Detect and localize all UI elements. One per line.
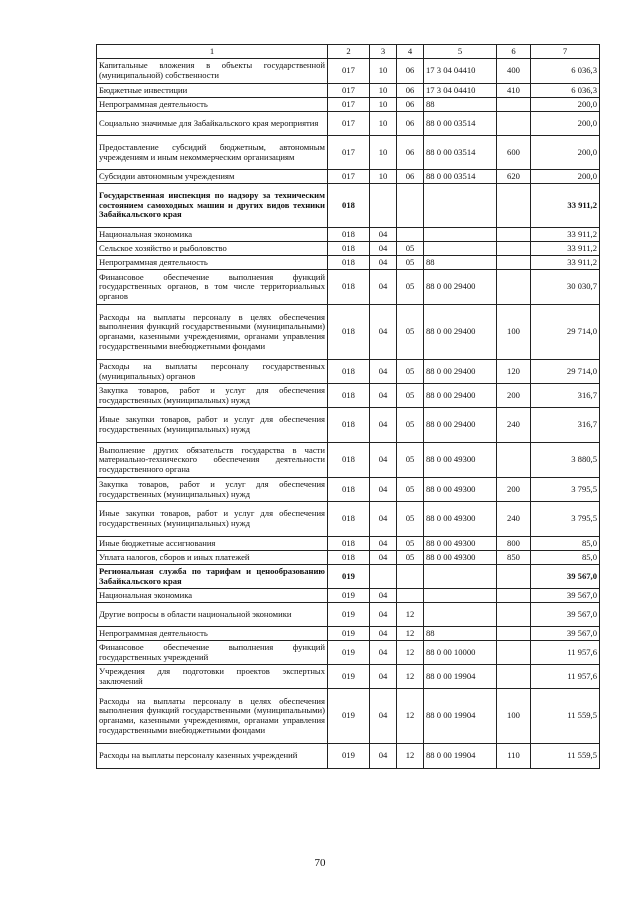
code-subsection: 12 — [397, 689, 424, 744]
code-subsection — [397, 565, 424, 589]
code-subsection: 12 — [397, 641, 424, 665]
code-expense-type: 850 — [497, 551, 531, 565]
code-ministry: 018 — [328, 408, 370, 443]
amount: 200,0 — [531, 170, 600, 184]
amount: 33 911,2 — [531, 242, 600, 256]
code-target-item: 88 0 00 49300 — [424, 551, 497, 565]
code-section — [370, 565, 397, 589]
row-label: Субсидии автономным учреждениям — [97, 170, 328, 184]
code-section: 04 — [370, 256, 397, 270]
code-section: 04 — [370, 408, 397, 443]
code-expense-type: 400 — [497, 59, 531, 84]
code-section: 04 — [370, 384, 397, 408]
code-ministry: 019 — [328, 689, 370, 744]
code-subsection: 05 — [397, 242, 424, 256]
code-expense-type — [497, 641, 531, 665]
code-section: 10 — [370, 112, 397, 136]
table-row — [97, 744, 600, 769]
table-row — [97, 98, 600, 112]
header-cell: 4 — [397, 45, 424, 59]
code-ministry: 019 — [328, 641, 370, 665]
row-label: Сельское хозяйство и рыболовство — [97, 242, 328, 256]
code-section: 04 — [370, 305, 397, 360]
amount: 3 795,5 — [531, 478, 600, 502]
code-section: 10 — [370, 136, 397, 170]
code-section: 10 — [370, 84, 397, 98]
code-expense-type — [497, 565, 531, 589]
code-ministry: 018 — [328, 502, 370, 537]
table-row — [97, 478, 600, 502]
code-section: 04 — [370, 603, 397, 627]
amount: 29 714,0 — [531, 360, 600, 384]
code-target-item — [424, 242, 497, 256]
row-label: Расходы на выплаты персоналу в целях обеспечения выполнения функций государственными (муниципальными) органами, казенными учреждениями, органами управления государственными внебюджетными фондами — [97, 689, 328, 744]
code-target-item: 88 0 00 03514 — [424, 136, 497, 170]
row-label: Непрограммная деятельность — [97, 627, 328, 641]
amount: 316,7 — [531, 384, 600, 408]
row-label: Выполнение других обязательств государства в части материально-технического обеспечения деятельности государственного органа — [97, 443, 328, 478]
table-row — [97, 502, 600, 537]
row-label: Расходы на выплаты персоналу казенных учреждений — [97, 744, 328, 769]
code-section: 04 — [370, 551, 397, 565]
table-row — [97, 551, 600, 565]
code-ministry: 018 — [328, 228, 370, 242]
code-expense-type — [497, 228, 531, 242]
amount: 39 567,0 — [531, 603, 600, 627]
amount: 11 957,6 — [531, 641, 600, 665]
code-target-item: 88 — [424, 256, 497, 270]
row-label: Иные закупки товаров, работ и услуг для обеспечения государственных (муниципальных) нужд — [97, 502, 328, 537]
amount: 200,0 — [531, 98, 600, 112]
amount: 39 567,0 — [531, 565, 600, 589]
code-ministry: 018 — [328, 551, 370, 565]
header-cell: 2 — [328, 45, 370, 59]
table-row — [97, 136, 600, 170]
code-subsection: 06 — [397, 170, 424, 184]
code-target-item: 88 0 00 19904 — [424, 689, 497, 744]
code-section: 10 — [370, 170, 397, 184]
code-target-item: 88 0 00 03514 — [424, 170, 497, 184]
code-expense-type — [497, 98, 531, 112]
table-row — [97, 242, 600, 256]
code-section: 04 — [370, 537, 397, 551]
row-label: Финансовое обеспечение выполнения функций государственных учреждений — [97, 641, 328, 665]
code-ministry: 019 — [328, 603, 370, 627]
code-ministry: 018 — [328, 184, 370, 228]
code-expense-type: 200 — [497, 384, 531, 408]
code-target-item: 88 0 00 29400 — [424, 360, 497, 384]
amount: 316,7 — [531, 408, 600, 443]
code-ministry: 018 — [328, 242, 370, 256]
code-section: 04 — [370, 627, 397, 641]
code-ministry: 017 — [328, 59, 370, 84]
code-ministry: 019 — [328, 589, 370, 603]
code-expense-type: 100 — [497, 305, 531, 360]
table-row — [97, 112, 600, 136]
amount: 39 567,0 — [531, 589, 600, 603]
code-expense-type — [497, 270, 531, 305]
amount: 6 036,3 — [531, 84, 600, 98]
code-target-item: 88 0 00 29400 — [424, 408, 497, 443]
amount: 30 030,7 — [531, 270, 600, 305]
code-expense-type — [497, 112, 531, 136]
code-section: 04 — [370, 589, 397, 603]
code-ministry: 018 — [328, 305, 370, 360]
code-subsection: 05 — [397, 537, 424, 551]
code-subsection: 05 — [397, 384, 424, 408]
amount: 11 957,6 — [531, 665, 600, 689]
code-ministry: 019 — [328, 665, 370, 689]
code-target-item: 88 — [424, 98, 497, 112]
code-ministry: 017 — [328, 112, 370, 136]
code-target-item: 88 0 00 49300 — [424, 478, 497, 502]
row-label: Другие вопросы в области национальной экономики — [97, 603, 328, 627]
code-section: 04 — [370, 502, 397, 537]
table-row — [97, 537, 600, 551]
header-cell: 7 — [531, 45, 600, 59]
code-target-item: 88 0 00 49300 — [424, 502, 497, 537]
row-label: Региональная служба по тарифам и ценообразованию Забайкальского края — [97, 565, 328, 589]
code-subsection: 05 — [397, 443, 424, 478]
code-subsection: 05 — [397, 478, 424, 502]
code-subsection: 05 — [397, 502, 424, 537]
code-section: 04 — [370, 360, 397, 384]
code-expense-type — [497, 184, 531, 228]
table-row — [97, 384, 600, 408]
code-ministry: 017 — [328, 170, 370, 184]
code-ministry: 018 — [328, 270, 370, 305]
code-subsection: 06 — [397, 98, 424, 112]
code-subsection: 05 — [397, 408, 424, 443]
code-section: 04 — [370, 443, 397, 478]
row-label: Расходы на выплаты персоналу государственных (муниципальных) органов — [97, 360, 328, 384]
code-target-item — [424, 565, 497, 589]
row-label: Капитальные вложения в объекты государственной (муниципальной) собственности — [97, 59, 328, 84]
table-row — [97, 84, 600, 98]
code-target-item — [424, 228, 497, 242]
code-subsection: 06 — [397, 112, 424, 136]
page-number: 70 — [314, 857, 326, 869]
code-subsection: 12 — [397, 627, 424, 641]
code-target-item: 88 0 00 19904 — [424, 665, 497, 689]
code-ministry: 018 — [328, 537, 370, 551]
code-section: 04 — [370, 641, 397, 665]
code-expense-type: 200 — [497, 478, 531, 502]
code-ministry: 019 — [328, 744, 370, 769]
code-subsection: 12 — [397, 665, 424, 689]
table-row — [97, 170, 600, 184]
table-row — [97, 665, 600, 689]
code-ministry: 017 — [328, 136, 370, 170]
code-target-item — [424, 589, 497, 603]
code-target-item: 88 — [424, 627, 497, 641]
code-subsection: 05 — [397, 270, 424, 305]
row-label: Иные закупки товаров, работ и услуг для обеспечения государственных (муниципальных) нужд — [97, 408, 328, 443]
header-cell: 3 — [370, 45, 397, 59]
row-label: Финансовое обеспечение выполнения функций государственных органов, в том числе территориальных органов — [97, 270, 328, 305]
row-label: Непрограммная деятельность — [97, 256, 328, 270]
code-ministry: 019 — [328, 565, 370, 589]
code-section: 04 — [370, 689, 397, 744]
code-section: 04 — [370, 228, 397, 242]
code-target-item: 17 3 04 04410 — [424, 59, 497, 84]
code-target-item: 88 0 00 29400 — [424, 305, 497, 360]
amount: 39 567,0 — [531, 627, 600, 641]
row-label: Государственная инспекция по надзору за техническим состоянием самоходных машин и других видов техники Забайкальского края — [97, 184, 328, 228]
code-subsection: 05 — [397, 360, 424, 384]
amount: 33 911,2 — [531, 228, 600, 242]
row-label: Бюджетные инвестиции — [97, 84, 328, 98]
row-label: Расходы на выплаты персоналу в целях обеспечения выполнения функций государственными (муниципальными) органами, казенными учреждениями, органами управления государственными внебюджетными фондами — [97, 305, 328, 360]
table-row — [97, 184, 600, 228]
code-ministry: 018 — [328, 360, 370, 384]
amount: 200,0 — [531, 112, 600, 136]
code-subsection: 06 — [397, 136, 424, 170]
row-label: Закупка товаров, работ и услуг для обеспечения государственных (муниципальных) нужд — [97, 384, 328, 408]
row-label: Закупка товаров, работ и услуг для обеспечения государственных (муниципальных) нужд — [97, 478, 328, 502]
code-ministry: 018 — [328, 256, 370, 270]
code-target-item: 88 0 00 49300 — [424, 537, 497, 551]
code-subsection — [397, 589, 424, 603]
code-target-item: 88 0 00 19904 — [424, 744, 497, 769]
code-target-item: 88 0 00 10000 — [424, 641, 497, 665]
code-section: 04 — [370, 242, 397, 256]
code-target-item: 88 0 00 29400 — [424, 384, 497, 408]
amount: 33 911,2 — [531, 256, 600, 270]
code-target-item — [424, 603, 497, 627]
row-label: Иные бюджетные ассигнования — [97, 537, 328, 551]
code-expense-type: 120 — [497, 360, 531, 384]
row-label: Национальная экономика — [97, 228, 328, 242]
row-label: Национальная экономика — [97, 589, 328, 603]
row-label: Учреждения для подготовки проектов экспертных заключений — [97, 665, 328, 689]
code-section: 04 — [370, 744, 397, 769]
code-section: 10 — [370, 98, 397, 112]
code-ministry: 019 — [328, 627, 370, 641]
header-row — [97, 45, 600, 59]
code-ministry: 017 — [328, 84, 370, 98]
code-subsection: 05 — [397, 305, 424, 360]
header-cell: 5 — [424, 45, 497, 59]
amount: 11 559,5 — [531, 744, 600, 769]
code-expense-type — [497, 589, 531, 603]
code-expense-type — [497, 242, 531, 256]
amount: 29 714,0 — [531, 305, 600, 360]
code-subsection — [397, 228, 424, 242]
code-section: 10 — [370, 59, 397, 84]
code-subsection: 06 — [397, 59, 424, 84]
table-row — [97, 627, 600, 641]
code-expense-type — [497, 256, 531, 270]
code-section: 04 — [370, 665, 397, 689]
amount: 33 911,2 — [531, 184, 600, 228]
table-row — [97, 408, 600, 443]
code-expense-type — [497, 627, 531, 641]
amount: 3 880,5 — [531, 443, 600, 478]
code-subsection: 05 — [397, 256, 424, 270]
code-expense-type — [497, 603, 531, 627]
row-label: Социально значимые для Забайкальского края мероприятия — [97, 112, 328, 136]
code-expense-type: 620 — [497, 170, 531, 184]
code-target-item: 88 0 00 03514 — [424, 112, 497, 136]
code-expense-type: 110 — [497, 744, 531, 769]
code-subsection — [397, 184, 424, 228]
row-label: Предоставление субсидий бюджетным, автономным учреждениям и иным некоммерческим организациям — [97, 136, 328, 170]
table-row — [97, 228, 600, 242]
amount: 85,0 — [531, 537, 600, 551]
code-expense-type: 240 — [497, 502, 531, 537]
code-target-item — [424, 184, 497, 228]
table-row — [97, 641, 600, 665]
code-section — [370, 184, 397, 228]
code-ministry: 018 — [328, 478, 370, 502]
amount: 85,0 — [531, 551, 600, 565]
code-section: 04 — [370, 478, 397, 502]
code-target-item: 88 0 00 49300 — [424, 443, 497, 478]
code-subsection: 12 — [397, 744, 424, 769]
code-expense-type: 600 — [497, 136, 531, 170]
table-row — [97, 443, 600, 478]
code-expense-type: 240 — [497, 408, 531, 443]
code-subsection: 12 — [397, 603, 424, 627]
row-label: Непрограммная деятельность — [97, 98, 328, 112]
code-target-item: 88 0 00 29400 — [424, 270, 497, 305]
table-row — [97, 59, 600, 84]
table-row — [97, 689, 600, 744]
table-row — [97, 565, 600, 589]
amount: 6 036,3 — [531, 59, 600, 84]
budget-table — [96, 44, 600, 769]
table-row — [97, 360, 600, 384]
row-label: Уплата налогов, сборов и иных платежей — [97, 551, 328, 565]
code-expense-type: 800 — [497, 537, 531, 551]
code-expense-type: 410 — [497, 84, 531, 98]
amount: 200,0 — [531, 136, 600, 170]
code-expense-type — [497, 443, 531, 478]
code-ministry: 018 — [328, 384, 370, 408]
code-expense-type: 100 — [497, 689, 531, 744]
table-row — [97, 589, 600, 603]
code-subsection: 06 — [397, 84, 424, 98]
table-body — [97, 45, 600, 769]
code-expense-type — [497, 665, 531, 689]
table-row — [97, 270, 600, 305]
code-section: 04 — [370, 270, 397, 305]
code-ministry: 018 — [328, 443, 370, 478]
header-cell: 1 — [97, 45, 328, 59]
table-row — [97, 603, 600, 627]
code-ministry: 017 — [328, 98, 370, 112]
amount: 3 795,5 — [531, 502, 600, 537]
code-target-item: 17 3 04 04410 — [424, 84, 497, 98]
header-cell: 6 — [497, 45, 531, 59]
amount: 11 559,5 — [531, 689, 600, 744]
code-subsection: 05 — [397, 551, 424, 565]
table-row — [97, 256, 600, 270]
table-row — [97, 305, 600, 360]
